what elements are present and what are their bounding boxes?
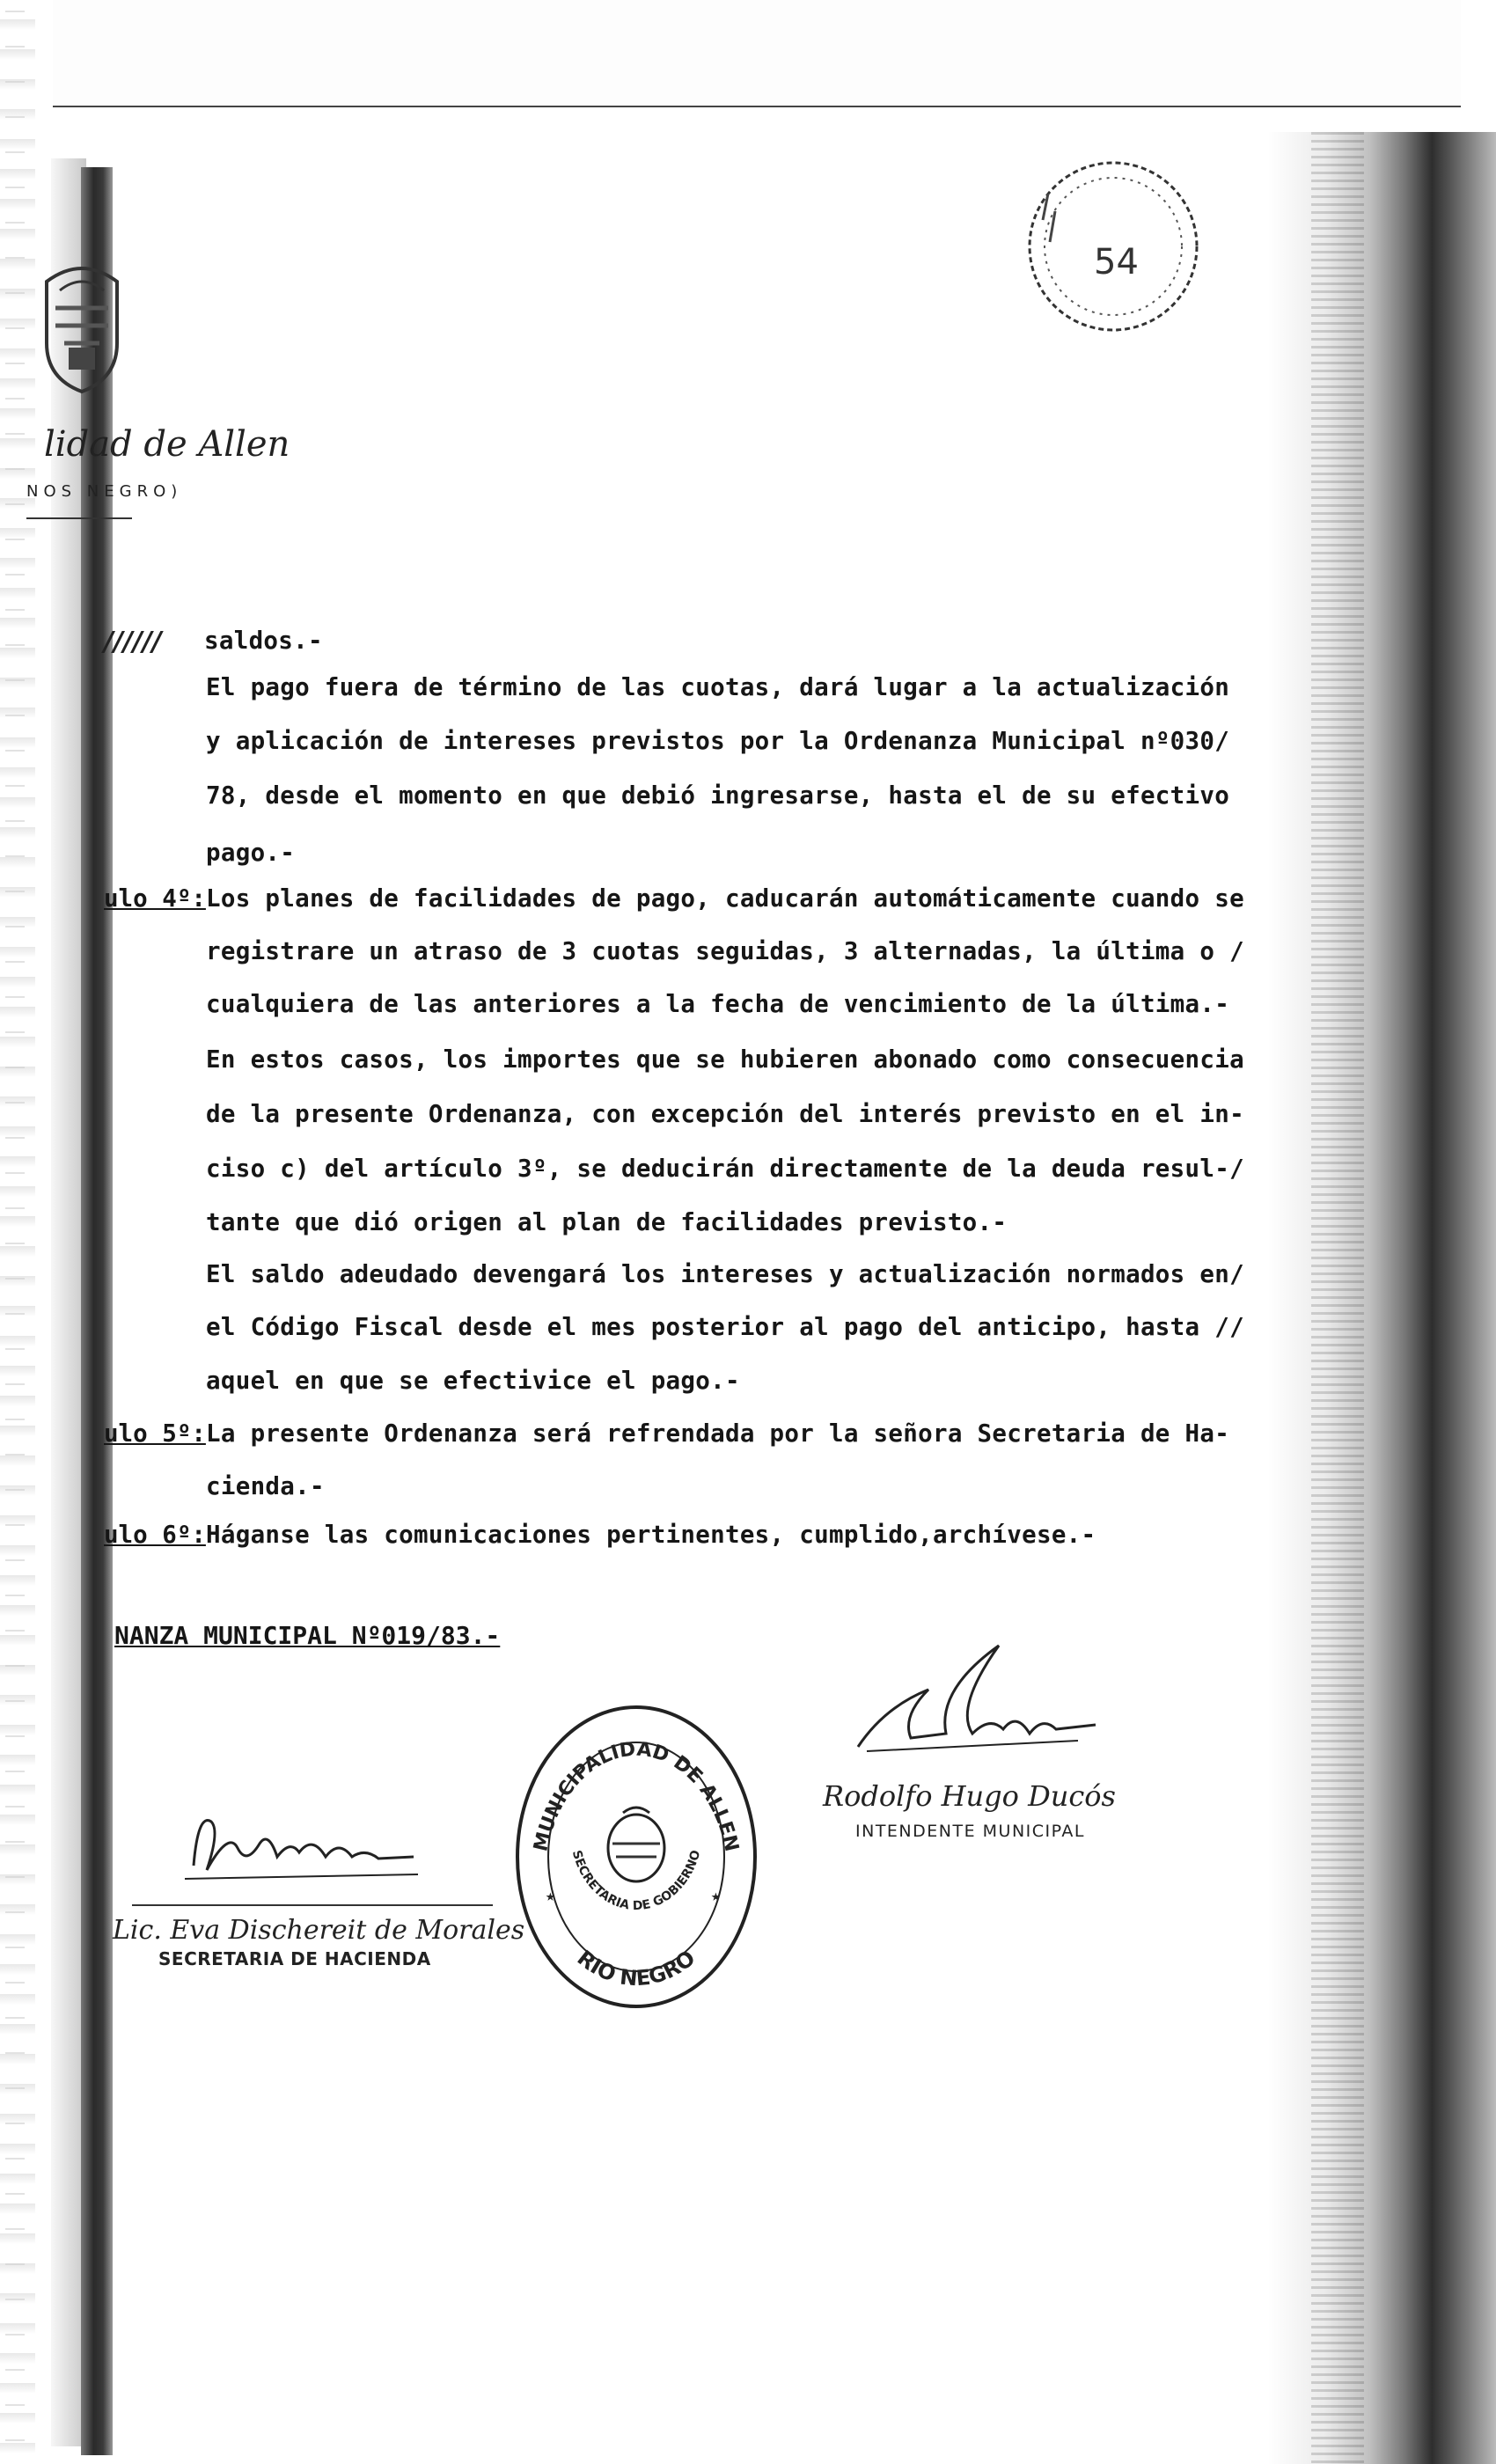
- text-line: ciso c) del artículo 3º, se deducirán directamente de la deuda resul-/: [206, 1155, 1244, 1183]
- signer-left-title: SECRETARIA DE HACIENDA: [158, 1948, 431, 1969]
- text-line: saldos.-: [204, 627, 323, 655]
- signature-line-left: [132, 1904, 493, 1906]
- letterhead-name: lidad de Allen: [44, 424, 290, 465]
- text-line: El saldo adeudado devengará los intereses y actualización normados en/: [206, 1260, 1244, 1288]
- signature-scribble-right-icon: [849, 1637, 1104, 1769]
- article-6-label: ulo 6º:: [104, 1521, 206, 1549]
- svg-text:RIO NEGRO: [573, 1946, 700, 1991]
- text-line: En estos casos, los importes que se hubieren abonado como consecuencia: [206, 1045, 1244, 1074]
- svg-text:★: ★: [546, 1887, 555, 1905]
- text-line: de la presente Ordenanza, con excepción del interés previsto en el in-: [206, 1100, 1244, 1128]
- right-edge-shadow: [1267, 132, 1496, 2464]
- text-line: Háganse las comunicaciones pertinentes, cumplido,archívese.-: [206, 1521, 1096, 1549]
- text-line: el Código Fiscal desde el mes posterior al pago del anticipo, hasta //: [206, 1313, 1244, 1341]
- letterhead-divider: [26, 517, 132, 519]
- seal-bottom-text: RIO NEGRO: [572, 1945, 700, 1991]
- article-5-label: ulo 5º:: [104, 1419, 206, 1448]
- letterhead-subtitle: NOS NEGRO): [26, 482, 183, 501]
- text-line: Los planes de facilidades de pago, caducarán automáticamente cuando se: [206, 884, 1244, 913]
- text-line: cualquiera de las anteriores a la fecha de vencimiento de la última.-: [206, 990, 1230, 1018]
- continuation-mark: //////: [104, 627, 162, 657]
- svg-text:MUNICIPALIDAD DE ALLEN: [530, 1739, 742, 1854]
- text-line: registrare un atraso de 3 cuotas seguidas, 3 alternadas, la última o /: [206, 937, 1244, 965]
- folio-number: 54: [1094, 242, 1139, 282]
- text-line: El pago fuera de término de las cuotas, dará lugar a la actualización: [206, 673, 1230, 701]
- seal-top-text: MUNICIPALIDAD DE ALLEN: [530, 1738, 743, 1854]
- signer-right-name: Rodolfo Hugo Ducós: [823, 1779, 1116, 1813]
- text-line: 78, desde el momento en que debió ingresarse, hasta el de su efectivo: [206, 781, 1230, 810]
- svg-text:★: ★: [711, 1887, 721, 1905]
- page-fold-edge: [81, 167, 113, 2455]
- top-sheet-edge: [53, 0, 1461, 107]
- text-line: pago.-: [206, 839, 296, 867]
- signer-right-title: INTENDENTE MUNICIPAL: [855, 1822, 1085, 1841]
- municipal-crest-icon: [33, 255, 130, 396]
- text-line: La presente Ordenanza será refrendada por la señora Secretaria de Ha-: [206, 1419, 1230, 1448]
- ordinance-number: NANZA MUNICIPAL Nº019/83.-: [114, 1621, 501, 1650]
- text-line: cienda.-: [206, 1472, 325, 1500]
- seal-middle-text: SECRETARIA DE GOBIERNO: [568, 1848, 704, 1914]
- text-line: tante que dió origen al plan de facilidades previsto.-: [206, 1208, 1008, 1236]
- binder-holes-strip: [0, 0, 35, 2464]
- text-line: aquel en que se efectivice el pago.-: [206, 1367, 740, 1395]
- signature-scribble-left-icon: [176, 1795, 422, 1892]
- text-line: y aplicación de intereses previstos por la Ordenanza Municipal nº030/: [206, 727, 1230, 755]
- article-4-label: ulo 4º:: [104, 884, 206, 913]
- municipal-seal-icon: [509, 1698, 764, 2015]
- signer-left-name: Lic. Eva Dischereit de Morales: [113, 1915, 525, 1946]
